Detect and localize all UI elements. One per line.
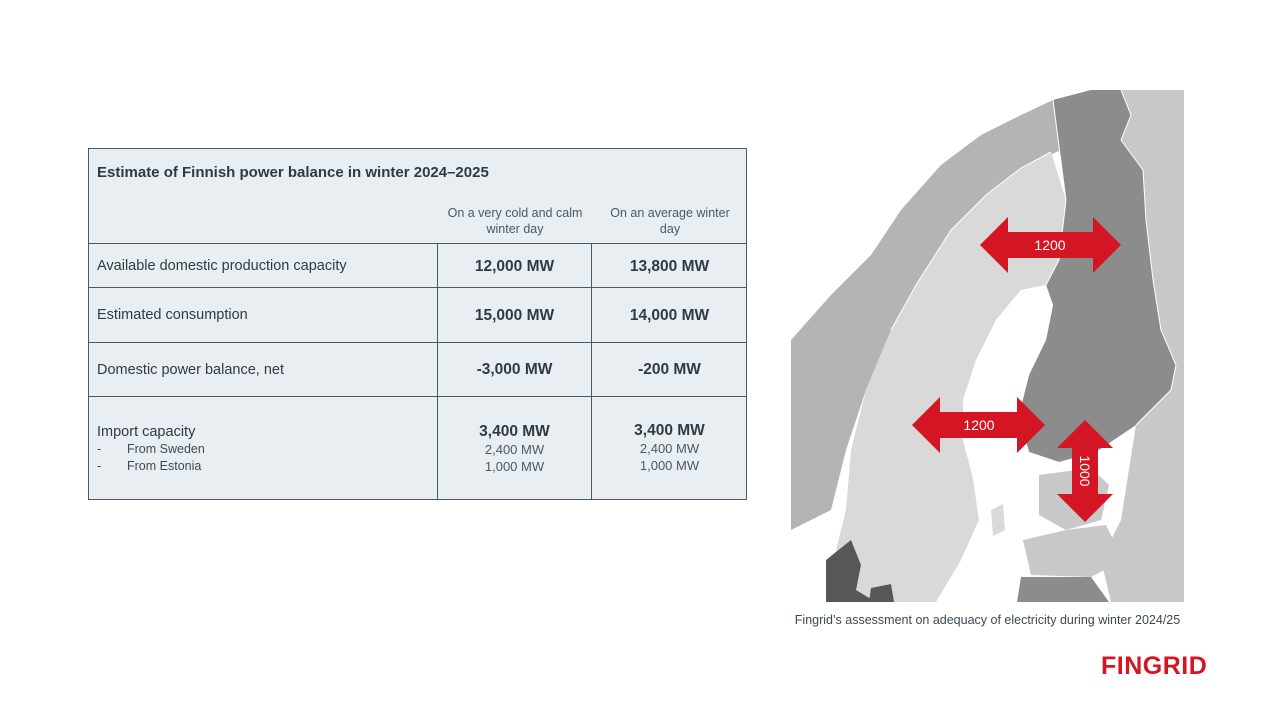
transmission-arrow-estonia: [1057, 420, 1113, 522]
cell-balance-cold: -3,000 MW: [476, 361, 553, 378]
import-estonia: 1,000 MW: [639, 458, 700, 473]
sub-item-sweden: [97, 442, 205, 456]
cell-production-average: 13,800 MW: [629, 258, 710, 275]
row-divider: [89, 342, 746, 343]
import-total: 3,400 MW: [479, 423, 550, 440]
column-header-average: On an average winter day: [610, 206, 730, 236]
arrow-label-south: 1200: [963, 417, 995, 433]
cell-import-average: [592, 422, 747, 474]
fingrid-logo: FINGRID: [1101, 652, 1208, 680]
import-sweden: 2,400 MW: [484, 442, 545, 457]
cell-consumption-average: 14,000 MW: [629, 307, 710, 324]
nordic-map: [791, 90, 1184, 602]
row-label-production: Available domestic production capacity: [97, 258, 347, 274]
row-label-balance: Domestic power balance, net: [97, 362, 284, 378]
list-dash: -: [97, 459, 102, 473]
cell-production-cold: 12,000 MW: [474, 258, 555, 275]
transmission-arrow-south: [912, 397, 1045, 453]
column-header-cold: On a very cold and calm winter day: [447, 206, 583, 236]
map-caption: Fingrid’s assessment on adequacy of electricity during winter 2024/25: [794, 613, 1181, 627]
row-divider: [89, 396, 746, 397]
sub-item-estonia: [97, 459, 201, 473]
power-balance-table: [88, 148, 747, 500]
row-divider: [89, 243, 746, 244]
row-label-import: Import capacity: [97, 424, 196, 440]
list-dash: -: [97, 442, 102, 456]
sub-item-label: From Sweden: [127, 442, 205, 456]
cell-import-cold: [438, 423, 591, 475]
row-divider: [89, 287, 746, 288]
cell-consumption-cold: 15,000 MW: [474, 307, 555, 324]
import-sweden: 2,400 MW: [639, 441, 700, 456]
arrow-label-estonia: 1000: [1077, 455, 1093, 487]
row-label-consumption: Estimated consumption: [97, 307, 248, 323]
table-title: Estimate of Finnish power balance in winter 2024–2025: [97, 164, 489, 181]
sub-item-label: From Estonia: [127, 459, 202, 473]
arrow-label-north: 1200: [1034, 237, 1066, 253]
import-total: 3,400 MW: [634, 422, 705, 439]
import-estonia: 1,000 MW: [484, 459, 545, 474]
transmission-arrow-north: [980, 217, 1121, 273]
cell-balance-average: -200 MW: [638, 361, 701, 378]
